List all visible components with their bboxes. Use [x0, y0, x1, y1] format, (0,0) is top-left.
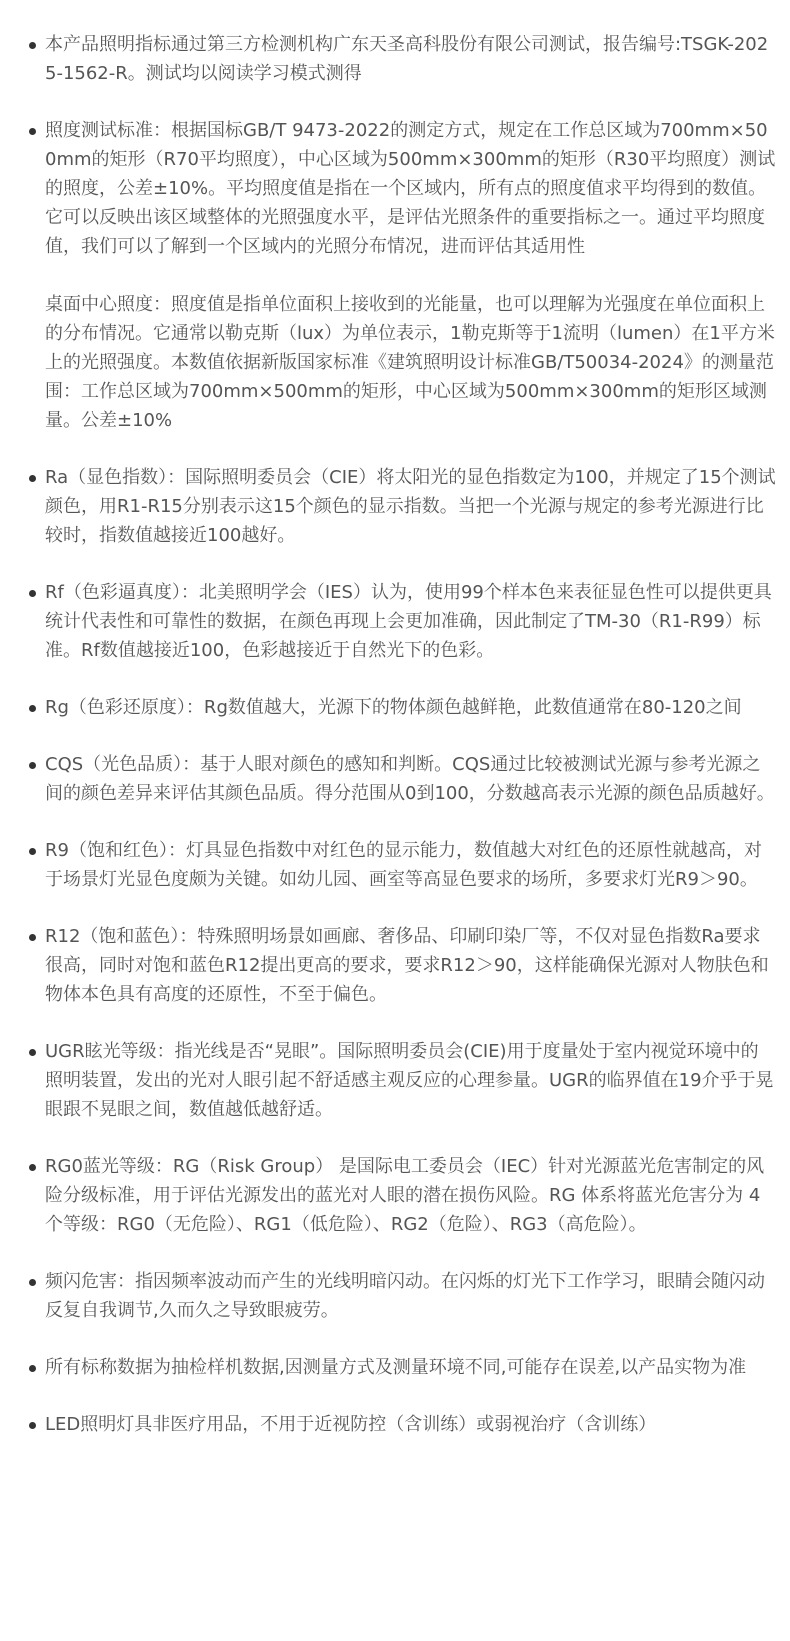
note-text: Rg（色彩还原度）：Rg数值越大，光源下的物体颜色越鲜艳，此数值通常在80-120之间	[45, 697, 742, 718]
note-non-medical-disclaimer	[45, 1410, 776, 1439]
note-cqs	[45, 750, 776, 808]
note-ra	[45, 463, 776, 550]
note-text: R12（饱和蓝色）：特殊照明场景如画廊、奢侈品、印刷印染厂等，不仅对显色指数Ra要求很高，同时对饱和蓝色R12提出更高的要求，要求R12＞90，这样能确保光源对人物肤色和物体本色具有高度的还原性，不至于偏色。	[45, 926, 769, 1005]
note-text-desk-center: 桌面中心照度：照度值是指单位面积上接收到的光能量，也可以理解为光强度在单位面积上的分布情况。它通常以勒克斯（lux）为单位表示，1勒克斯等于1流明（lumen）在1平方米上的光照强度。本数值依据新版国家标准《建筑照明设计标准GB/T50034-2024》的测量范围：工作总区域为700mm×500mm的矩形，中心区域为500mm×300mm的矩形区域测量。公差±10%	[45, 294, 775, 431]
note-ugr	[45, 1037, 776, 1124]
note-text: CQS（光色品质）：基于人眼对颜色的感知和判断。CQS通过比较被测试光源与参考光源之间的颜色差异来评估其颜色品质。得分范围从0到100，分数越高表示光源的颜色品质越好。	[45, 754, 775, 804]
note-text: Ra（显色指数）：国际照明委员会（CIE）将太阳光的显色指数定为100，并规定了15个测试颜色，用R1-R15分别表示这15个颜色的显示指数。当把一个光源与规定的参考光源进行比较时，指数值越接近100越好。	[45, 467, 776, 546]
note-text: 频闪危害：指因频率波动而产生的光线明暗闪动。在闪烁的灯光下工作学习，眼睛会随闪动反复自我调节,久而久之导致眼疲劳。	[45, 1271, 765, 1321]
note-rg	[45, 693, 776, 722]
note-report-source	[45, 30, 776, 88]
note-text: RG0蓝光等级：RG（Risk Group） 是国际电工委员会（IEC）针对光源蓝光危害制定的风险分级标准，用于评估光源发出的蓝光对人眼的潜在损伤风险。RG 体系将蓝光危害分为 4 个等级：RG0（无危险）、RG1（低危险）、RG2（危险）、RG3（高危险）。	[45, 1156, 765, 1235]
note-rg0-blue-light	[45, 1152, 776, 1239]
note-rf	[45, 578, 776, 665]
note-flicker	[45, 1267, 776, 1325]
note-illuminance-standard	[45, 116, 776, 435]
note-text: 本产品照明指标通过第三方检测机构广东天圣高科股份有限公司测试，报告编号:TSGK-2025-1562-R。测试均以阅读学习模式测得	[45, 34, 769, 84]
note-r12	[45, 922, 776, 1009]
note-r9	[45, 836, 776, 894]
note-text: 所有标称数据为抽检样机数据,因测量方式及测量环境不同,可能存在误差,以产品实物为准	[45, 1357, 747, 1378]
note-text: UGR眩光等级：指光线是否“晃眼”。国际照明委员会(CIE)用于度量处于室内视觉环境中的照明装置，发出的光对人眼引起不舒适感主观反应的心理参量。UGR的临界值在19介乎于晃眼跟不晃眼之间，数值越低越舒适。	[45, 1041, 774, 1120]
note-text: Rf（色彩逼真度）：北美照明学会（IES）认为，使用99个样本色来表征显色性可以提供更具统计代表性和可靠性的数据，在颜色再现上会更加准确，因此制定了TM-30（R1-R99）标准。Rf数值越接近100，色彩越接近于自然光下的色彩。	[45, 582, 772, 661]
note-sample-data-disclaimer	[45, 1353, 776, 1382]
note-text: 照度测试标准：根据国标GB/T 9473-2022的测定方式，规定在工作总区域为700mm×500mm的矩形（R70平均照度），中心区域为500mm×300mm的矩形（R30平均照度）测试的照度，公差±10%。平均照度值是指在一个区域内，所有点的照度值求平均得到的数值。它可以反映出该区域整体的光照强度水平，是评估光照条件的重要指标之一。通过平均照度值，我们可以了解到一个区域内的光照分布情况，进而评估其适用性	[45, 120, 776, 257]
note-text: LED照明灯具非医疗用品，不用于近视防控（含训练）或弱视治疗（含训练）	[45, 1414, 657, 1435]
note-text: R9（饱和红色）：灯具显色指数中对红色的显示能力，数值越大对红色的还原性就越高，对于场景灯光显色度颇为关键。如幼儿园、画室等高显色要求的场所，多要求灯光R9＞90。	[45, 840, 762, 890]
